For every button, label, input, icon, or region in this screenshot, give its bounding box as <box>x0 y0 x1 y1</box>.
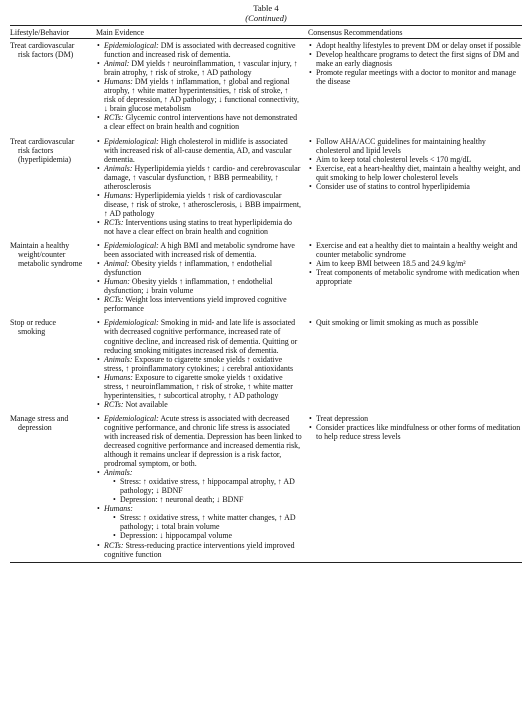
recommendation-item: • Treat components of metabolic syndrome with medication when appropriate <box>308 268 522 286</box>
evidence-label: Humans: <box>104 504 133 514</box>
evidence-cell <box>96 316 308 411</box>
behavior-text: Manage stress and <box>10 413 69 423</box>
evidence-item <box>96 218 302 236</box>
evidence-item <box>96 137 302 164</box>
behavior-cell <box>10 39 96 135</box>
evidence-label: RCTs: <box>104 295 124 305</box>
recommendations-list <box>308 41 522 86</box>
evidence-label: Epidemiological: <box>104 413 159 423</box>
recommendation-item: • Develop healthcare programs to detect the first signs of DM and make an early diagnosis <box>308 50 522 68</box>
evidence-text: Weight loss interventions yield improved cognitive performance <box>104 295 287 314</box>
evidence-text: High cholesterol in midlife is associated with increased risk of all-cause dementia, AD, and vascular dementia. <box>104 136 292 164</box>
evidence-item <box>96 400 302 409</box>
evidence-text: A high BMI and metabolic syndrome have been associated with increased risk of dementia. <box>104 241 295 260</box>
recommendations-cell <box>308 316 522 411</box>
evidence-item <box>96 164 302 191</box>
evidence-item <box>96 59 302 77</box>
evidence-subitem: • Stress: ↑ oxidative stress, ↑ white matter changes, ↑ AD pathology; ↓ total brain volume <box>112 513 302 531</box>
evidence-list <box>96 137 302 237</box>
evidence-text: Hyperlipidemia yields ↑ cardio- and cerebrovascular damage, ↑ vascular dysfunction, ↑ BBB permeability, ↑ atherosclerosis <box>104 163 301 191</box>
evidence-label: Animals: <box>104 468 133 478</box>
table-row <box>10 412 522 562</box>
recommendation-item: • Consider use of statins to control hyperlipidemia <box>308 182 522 191</box>
behavior-text: Treat cardiovascular <box>10 136 75 146</box>
recommendations-cell <box>308 412 522 562</box>
evidence-item <box>96 504 302 540</box>
behavior-text: metabolic syndrome <box>18 259 83 269</box>
recommendation-item: • Exercise and eat a healthy diet to maintain a healthy weight and counter metabolic syndrome <box>308 241 522 259</box>
evidence-label: Epidemiological: <box>104 241 159 251</box>
evidence-item <box>96 414 302 468</box>
behavior-cell <box>10 239 96 316</box>
behavior-text: Maintain a healthy <box>10 241 70 251</box>
recommendations-list <box>308 414 522 441</box>
recommendations-cell <box>308 239 522 316</box>
evidence-sublist <box>104 513 302 540</box>
behavior-text: Stop or reduce <box>10 318 57 328</box>
evidence-text: Glycemic control interventions have not demonstrated a clear effect on brain health and cognition <box>104 113 298 132</box>
evidence-item <box>96 113 302 131</box>
evidence-label: Human: <box>104 277 130 287</box>
evidence-label: RCTs: <box>104 113 124 123</box>
evidence-text: Smoking in mid- and late life is associated with decreased cognitive performance, increased rate of cognitive decline, and increased risk of dementia. Quitting or reducing smoking mitigates increased risk of dementia. <box>104 318 298 355</box>
evidence-cell <box>96 39 308 135</box>
evidence-text: Exposure to cigarette smoke yields ↑ oxidative stress, ↑ neuroinflammation, ↑ risk of stroke, ↑ white matter hyperintensities, ↑ subcortical atrophy, ↑ AD pathology <box>104 372 293 400</box>
evidence-label: Animals: <box>104 354 133 364</box>
evidence-item <box>96 355 302 373</box>
evidence-text: Stress-reducing practice interventions yield improved cognitive function <box>104 540 295 559</box>
table-title: Table 4 <box>253 3 279 13</box>
evidence-item <box>96 277 302 295</box>
evidence-label: Animal: <box>104 59 130 69</box>
evidence-table <box>10 25 522 563</box>
evidence-item <box>96 41 302 59</box>
evidence-subitem: • Depression: ↑ neuronal death; ↓ BDNF <box>112 495 302 504</box>
behavior-cell <box>10 412 96 562</box>
evidence-label: Epidemiological: <box>104 318 159 328</box>
recommendations-list <box>308 137 522 191</box>
evidence-text: DM yields ↑ neuroinflammation, ↑ vascular injury, ↑ brain atrophy, ↑ risk of stroke, ↑ AD pathology <box>104 59 298 78</box>
table-row <box>10 316 522 411</box>
recommendation-item: • Consider practices like mindfulness or other forms of meditation to help reduce stress levels <box>308 423 522 441</box>
evidence-text: Interventions using statins to treat hyperlipidemia do not have a clear effect on brain health and cognition <box>104 217 292 236</box>
recommendations-cell <box>308 135 522 240</box>
evidence-label: RCTs: <box>104 399 124 409</box>
evidence-label: Animal: <box>104 259 130 269</box>
evidence-cell <box>96 239 308 316</box>
evidence-item <box>96 241 302 259</box>
evidence-label: Humans: <box>104 77 133 87</box>
evidence-item <box>96 77 302 113</box>
behavior-text: smoking <box>18 327 46 337</box>
evidence-item <box>96 468 302 504</box>
evidence-label: Humans: <box>104 190 133 200</box>
table-continued-note: (Continued) <box>245 13 287 23</box>
header-evidence: Main Evidence <box>96 26 308 39</box>
evidence-text: Hyperlipidemia yields ↑ risk of cardiovascular disease, ↑ risk of stroke, ↑ atherosclerosis, ↓ BBB impairment, ↑ AD pathology <box>104 190 302 218</box>
behavior-text: weight/counter <box>18 250 66 260</box>
evidence-list <box>96 241 302 313</box>
evidence-item <box>96 318 302 354</box>
table-row <box>10 39 522 135</box>
evidence-subitem: • Stress: ↑ oxidative stress, ↑ hippocampal atrophy, ↑ AD pathology; ↓ BDNF <box>112 477 302 495</box>
recommendation-item: • Aim to keep BMI between 18.5 and 24.9 kg/m² <box>308 259 522 268</box>
evidence-text: DM is associated with decreased cognitive function and increased risk of dementia. <box>104 41 296 60</box>
evidence-list <box>96 318 302 408</box>
evidence-text: Obesity yields ↑ inflammation, ↑ endothelial dysfunction <box>104 259 273 278</box>
recommendation-item: • Treat depression <box>308 414 522 423</box>
evidence-text: Exposure to cigarette smoke yields ↑ oxidative stress, ↑ proinflammatory cytokines; ↓ cerebral antioxidants <box>104 354 294 373</box>
evidence-label: Animals: <box>104 163 133 173</box>
header-recommendations: Consensus Recommendations <box>308 26 522 39</box>
evidence-item <box>96 191 302 218</box>
recommendation-item: • Quit smoking or limit smoking as much as possible <box>308 318 522 327</box>
evidence-label: RCTs: <box>104 217 124 227</box>
table-header-row <box>10 26 522 39</box>
evidence-item <box>96 259 302 277</box>
recommendations-list <box>308 318 522 327</box>
table-row <box>10 135 522 240</box>
evidence-text: Acute stress is associated with decreased cognitive performance, and chronic life stress is associated with increased risk of dementia. Depression has been linked to decreased cognitive performance and increased dementia risk, although it remains unclear if depression is a risk factor, prodromal symptom, or both. <box>104 413 302 469</box>
evidence-subitem: • Depression: ↓ hippocampal volume <box>112 531 302 540</box>
evidence-label: RCTs: <box>104 540 124 550</box>
behavior-cell <box>10 135 96 240</box>
evidence-item <box>96 541 302 559</box>
behavior-text: depression <box>18 422 52 432</box>
evidence-text: DM yields ↑ inflammation, ↑ global and regional atrophy, ↑ white matter hyperintensities, ↑ risk of stroke, ↑ risk of depression, ↑ AD pathology; ↓ functional connectivity, ↓ brain glucose metabolism <box>104 77 299 114</box>
recommendation-item: • Aim to keep total cholesterol levels < 170 mg/dL <box>308 155 522 164</box>
behavior-text: risk factors <box>18 145 54 155</box>
evidence-label: Epidemiological: <box>104 136 159 146</box>
behavior-text: (hyperlipidemia) <box>18 154 72 164</box>
evidence-item <box>96 295 302 313</box>
recommendation-item: • Follow AHA/ACC guidelines for maintaining healthy cholesterol and lipid levels <box>308 137 522 155</box>
recommendation-item: • Exercise, eat a heart-healthy diet, maintain a healthy weight, and quit smoking to help lower cholesterol levels <box>308 164 522 182</box>
behavior-text: risk factors (DM) <box>18 50 74 60</box>
evidence-label: Humans: <box>104 372 133 382</box>
table-body <box>10 39 522 563</box>
evidence-item <box>96 373 302 400</box>
behavior-text: Treat cardiovascular <box>10 41 75 51</box>
recommendation-item: • Promote regular meetings with a doctor to monitor and manage the disease <box>308 68 522 86</box>
evidence-list <box>96 41 302 131</box>
evidence-label: Epidemiological: <box>104 41 159 51</box>
evidence-text: Not available <box>125 399 168 409</box>
evidence-sublist <box>104 477 302 504</box>
table-row <box>10 239 522 316</box>
table-caption <box>10 3 522 23</box>
behavior-cell <box>10 316 96 411</box>
evidence-cell <box>96 135 308 240</box>
evidence-cell <box>96 412 308 562</box>
evidence-list <box>96 414 302 559</box>
recommendations-cell <box>308 39 522 135</box>
header-behavior: Lifestyle/Behavior <box>10 26 96 39</box>
recommendations-list <box>308 241 522 286</box>
recommendation-item: • Adopt healthy lifestyles to prevent DM or delay onset if possible <box>308 41 522 50</box>
evidence-text: Obesity yields ↑ inflammation, ↑ endothelial dysfunction; ↓ brain volume <box>104 277 273 296</box>
